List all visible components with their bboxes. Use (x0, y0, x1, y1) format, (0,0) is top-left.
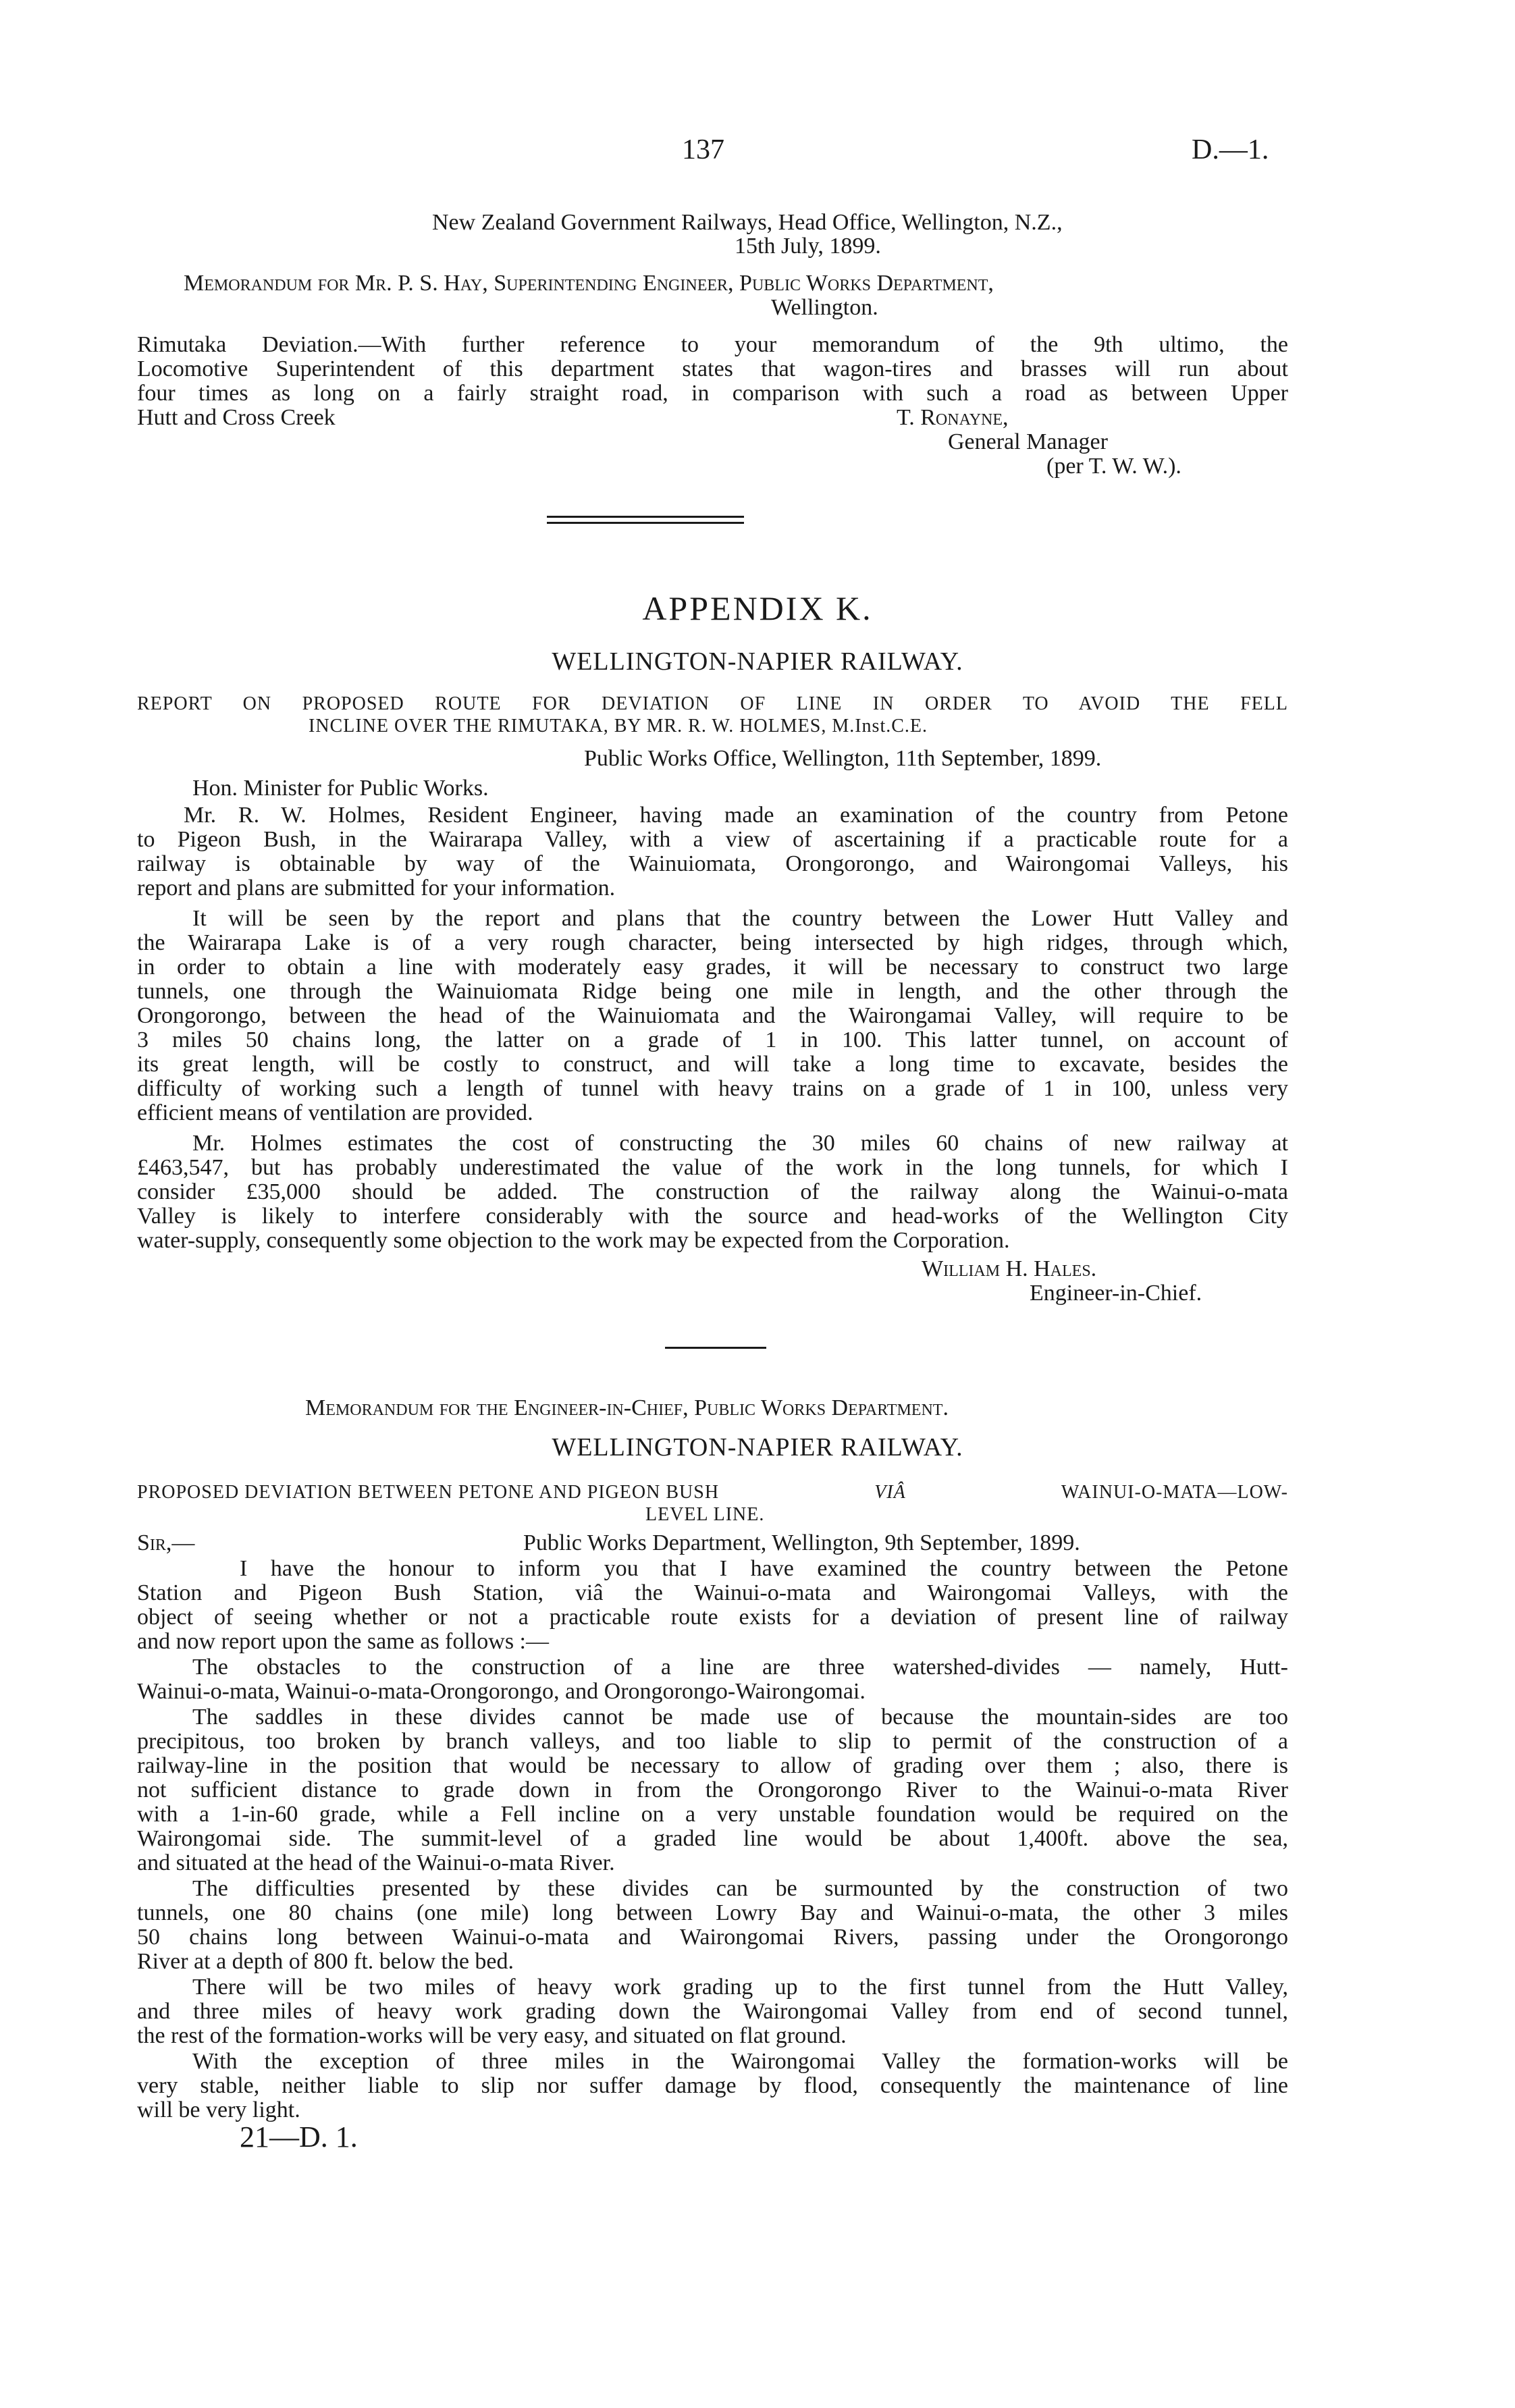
appendix-office-date: Public Works Office, Wellington, 11th September, 1899. (584, 746, 1102, 771)
appendix-body-line: £463,547, but has probably underestimated the value of the work in the long tunnels, for which I (137, 1155, 1288, 1180)
appendix-body-line: report and plans are submitted for your information. (137, 876, 616, 901)
appendix-body-line: its great length, will be costly to construct, and will take a long time to excavate, besides the (137, 1052, 1288, 1077)
memo2-body-line: The obstacles to the construction of a line are three watershed-divides — namely, Hutt- (192, 1655, 1288, 1680)
memo2-subtitle-line1 (137, 1480, 1288, 1505)
appendix-signer: William H. Hales. (922, 1256, 1097, 1281)
appendix-signer-title: Engineer-in-Chief. (1030, 1281, 1202, 1306)
memo2-subtitle-part: PROPOSED DEVIATION BETWEEN PETONE AND PIGEON BUSH (137, 1482, 720, 1503)
memo2-body-line: and situated at the head of the Wainui-o-mata River. (137, 1850, 615, 1875)
memo2-subtitle-part: WAINUI-O-MATA—LOW- (1061, 1482, 1288, 1503)
memo2-body-line: River at a depth of 800 ft. below the bed. (137, 1949, 514, 1974)
memo2-body-line: tunnels, one 80 chains (one mile) long between Lowry Bay and Wainui-o-mata, the other 3 miles (137, 1900, 1288, 1925)
memo1-body-line: Hutt and Cross Creek (137, 405, 336, 430)
memo2-body-line: Station and Pigeon Bush Station, viâ the Wainui-o-mata and Wairongomai Valleys, with the (137, 1580, 1288, 1605)
memo2-office-date: Public Works Department, Wellington, 9th September, 1899. (523, 1530, 1080, 1555)
memo2-heading (305, 1396, 949, 1420)
memo2-subtitle-via: VIÂ (874, 1482, 906, 1503)
appendix-body-line: Mr. R. W. Holmes, Resident Engineer, having made an examination of the country from Petone (184, 803, 1288, 828)
appendix-body-line: railway is obtainable by way of the Wainuiomata, Orongorongo, and Wairongomai Valleys, his (137, 851, 1288, 876)
report-title-line2: INCLINE OVER THE RIMUTAKA, BY MR. R. W. HOLMES, M.Inst.C.E. (309, 716, 928, 737)
printer-signature-mark: 21—D. 1. (240, 2120, 358, 2153)
memo1-body-line: four times as long on a fairly straight road, in comparison with such a road as between Upper (137, 381, 1288, 406)
appendix-body-line: efficient means of ventilation are provided. (137, 1100, 533, 1125)
memo1-signer-title: General Manager (948, 429, 1108, 454)
memo1-signer: T. Ronayne, (897, 405, 1009, 430)
memo1-heading-line2: 15th July, 1899. (735, 234, 881, 259)
appendix-body-line: Orongorongo, between the head of the Wainuiomata and the Wairongamai Valley, will require to be (137, 1003, 1288, 1028)
memo2-body-line: not sufficient distance to grade down in from the Orongorongo River to the Wainui-o-mata River (137, 1777, 1288, 1802)
page-number: 137 (682, 134, 724, 165)
memo2-railway-title: WELLINGTON-NAPIER RAILWAY. (552, 1433, 963, 1462)
memo1-to-text: Memorandum for Mr. P. S. Hay, Superintending Engineer, Public Works Department, (184, 271, 994, 296)
memo2-body-line: 50 chains long between Wainui-o-mata and Wairongomai Rivers, passing under the Orongorongo (137, 1925, 1288, 1950)
memo2-body-line: Wairongomai side. The summit-level of a graded line would be about 1,400ft. above the sea, (137, 1826, 1288, 1851)
memo2-heading-text: Memorandum for the Engineer-in-Chief, Public Works Department. (305, 1395, 949, 1420)
memo2-body-line: The saddles in these divides cannot be made use of because the mountain-sides are too (192, 1705, 1288, 1730)
section-divider (665, 1347, 766, 1349)
memo1-body-line: Locomotive Superintendent of this department states that wagon-tires and brasses will run about (137, 356, 1288, 381)
memo2-body-line: The difficulties presented by these divides can be surmounted by the construction of two (192, 1876, 1288, 1901)
memo2-body-line: precipitous, too broken by branch valleys, and too liable to slip to permit of the construction of a (137, 1729, 1288, 1754)
report-title-line1: REPORT ON PROPOSED ROUTE FOR DEVIATION OF LINE IN ORDER TO AVOID THE FELL (137, 693, 1288, 714)
appendix-body-line: in order to obtain a line with moderately easy grades, it will be necessary to construct two large (137, 955, 1288, 980)
appendix-body-line: Valley is likely to interfere considerably with the source and head-works of the Wellington City (137, 1204, 1288, 1229)
memo2-body-line: I have the honour to inform you that I have examined the country between the Petone (240, 1556, 1288, 1581)
memo2-body-line: object of seeing whether or not a practicable route exists for a deviation of present line of railway (137, 1605, 1288, 1630)
appendix-railway-title: WELLINGTON-NAPIER RAILWAY. (552, 647, 963, 676)
memo2-body-line: the rest of the formation-works will be very easy, and situated on flat ground. (137, 2023, 847, 2048)
section-divider (547, 522, 744, 524)
appendix-body-line: to Pigeon Bush, in the Wairarapa Valley, with a view of ascertaining if a practicable route for a (137, 827, 1288, 852)
document-reference: D.—1. (1192, 134, 1269, 165)
memo2-body-line: Wainui-o-mata, Wainui-o-mata-Orongorongo, and Orongorongo-Wairongomai. (137, 1679, 866, 1704)
memo2-body-line: With the exception of three miles in the Wairongomai Valley the formation-works will be (192, 2049, 1288, 2074)
section-divider (547, 516, 744, 518)
memo2-body-line: very stable, neither liable to slip nor suffer damage by flood, consequently the maintenance of line (137, 2073, 1288, 2098)
appendix-body-line: Mr. Holmes estimates the cost of constructing the 30 miles 60 chains of new railway at (192, 1131, 1288, 1156)
appendix-body-line: difficulty of working such a length of tunnel with heavy trains on a grade of 1 in 100, unless very (137, 1076, 1288, 1101)
appendix-body-line: consider £35,000 should be added. The construction of the railway along the Wainui-o-mata (137, 1179, 1288, 1204)
memo2-body-line: with a 1-in-60 grade, while a Fell incline on a very unstable foundation would be required on the (137, 1802, 1288, 1827)
memo2-salutation: Sir,— (137, 1530, 195, 1555)
appendix-body-line: tunnels, one through the Wainuiomata Ridge being one mile in length, and the other through the (137, 979, 1288, 1004)
appendix-body-line: water-supply, consequently some objection to the work may be expected from the Corporation. (137, 1228, 1010, 1253)
memo1-signer-per: (per T. W. W.). (1046, 454, 1181, 479)
memo2-body-line: will be very light. (137, 2097, 300, 2122)
memo2-body-line: There will be two miles of heavy work grading up to the first tunnel from the Hutt Valley, (192, 1975, 1288, 2000)
appendix-body-line: the Wairarapa Lake is of a very rough character, being intersected by high ridges, through which, (137, 930, 1288, 955)
memo1-to-line2: Wellington. (771, 295, 878, 320)
memo2-body-line: railway-line in the position that would be necessary to allow of grading over them ; also, there is (137, 1753, 1288, 1778)
appendix-body-line: It will be seen by the report and plans that the country between the Lower Hutt Valley and (192, 906, 1288, 931)
memo1-heading-line1: New Zealand Government Railways, Head Office, Wellington, N.Z., (432, 210, 1063, 235)
memo2-body-line: and three miles of heavy work grading down the Wairongomai Valley from end of second tunnel, (137, 1999, 1288, 2024)
appendix-title: APPENDIX K. (642, 589, 873, 627)
appendix-body-line: 3 miles 50 chains long, the latter on a grade of 1 in 100. This latter tunnel, on account of (137, 1027, 1288, 1052)
appendix-addressee: Hon. Minister for Public Works. (192, 776, 489, 801)
memo1-to-line1 (184, 271, 994, 296)
memo1-body-line: Rimutaka Deviation.—With further reference to your memorandum of the 9th ultimo, the (137, 332, 1288, 357)
memo2-subtitle-line2: LEVEL LINE. (645, 1504, 765, 1525)
memo2-body-line: and now report upon the same as follows :— (137, 1629, 549, 1654)
